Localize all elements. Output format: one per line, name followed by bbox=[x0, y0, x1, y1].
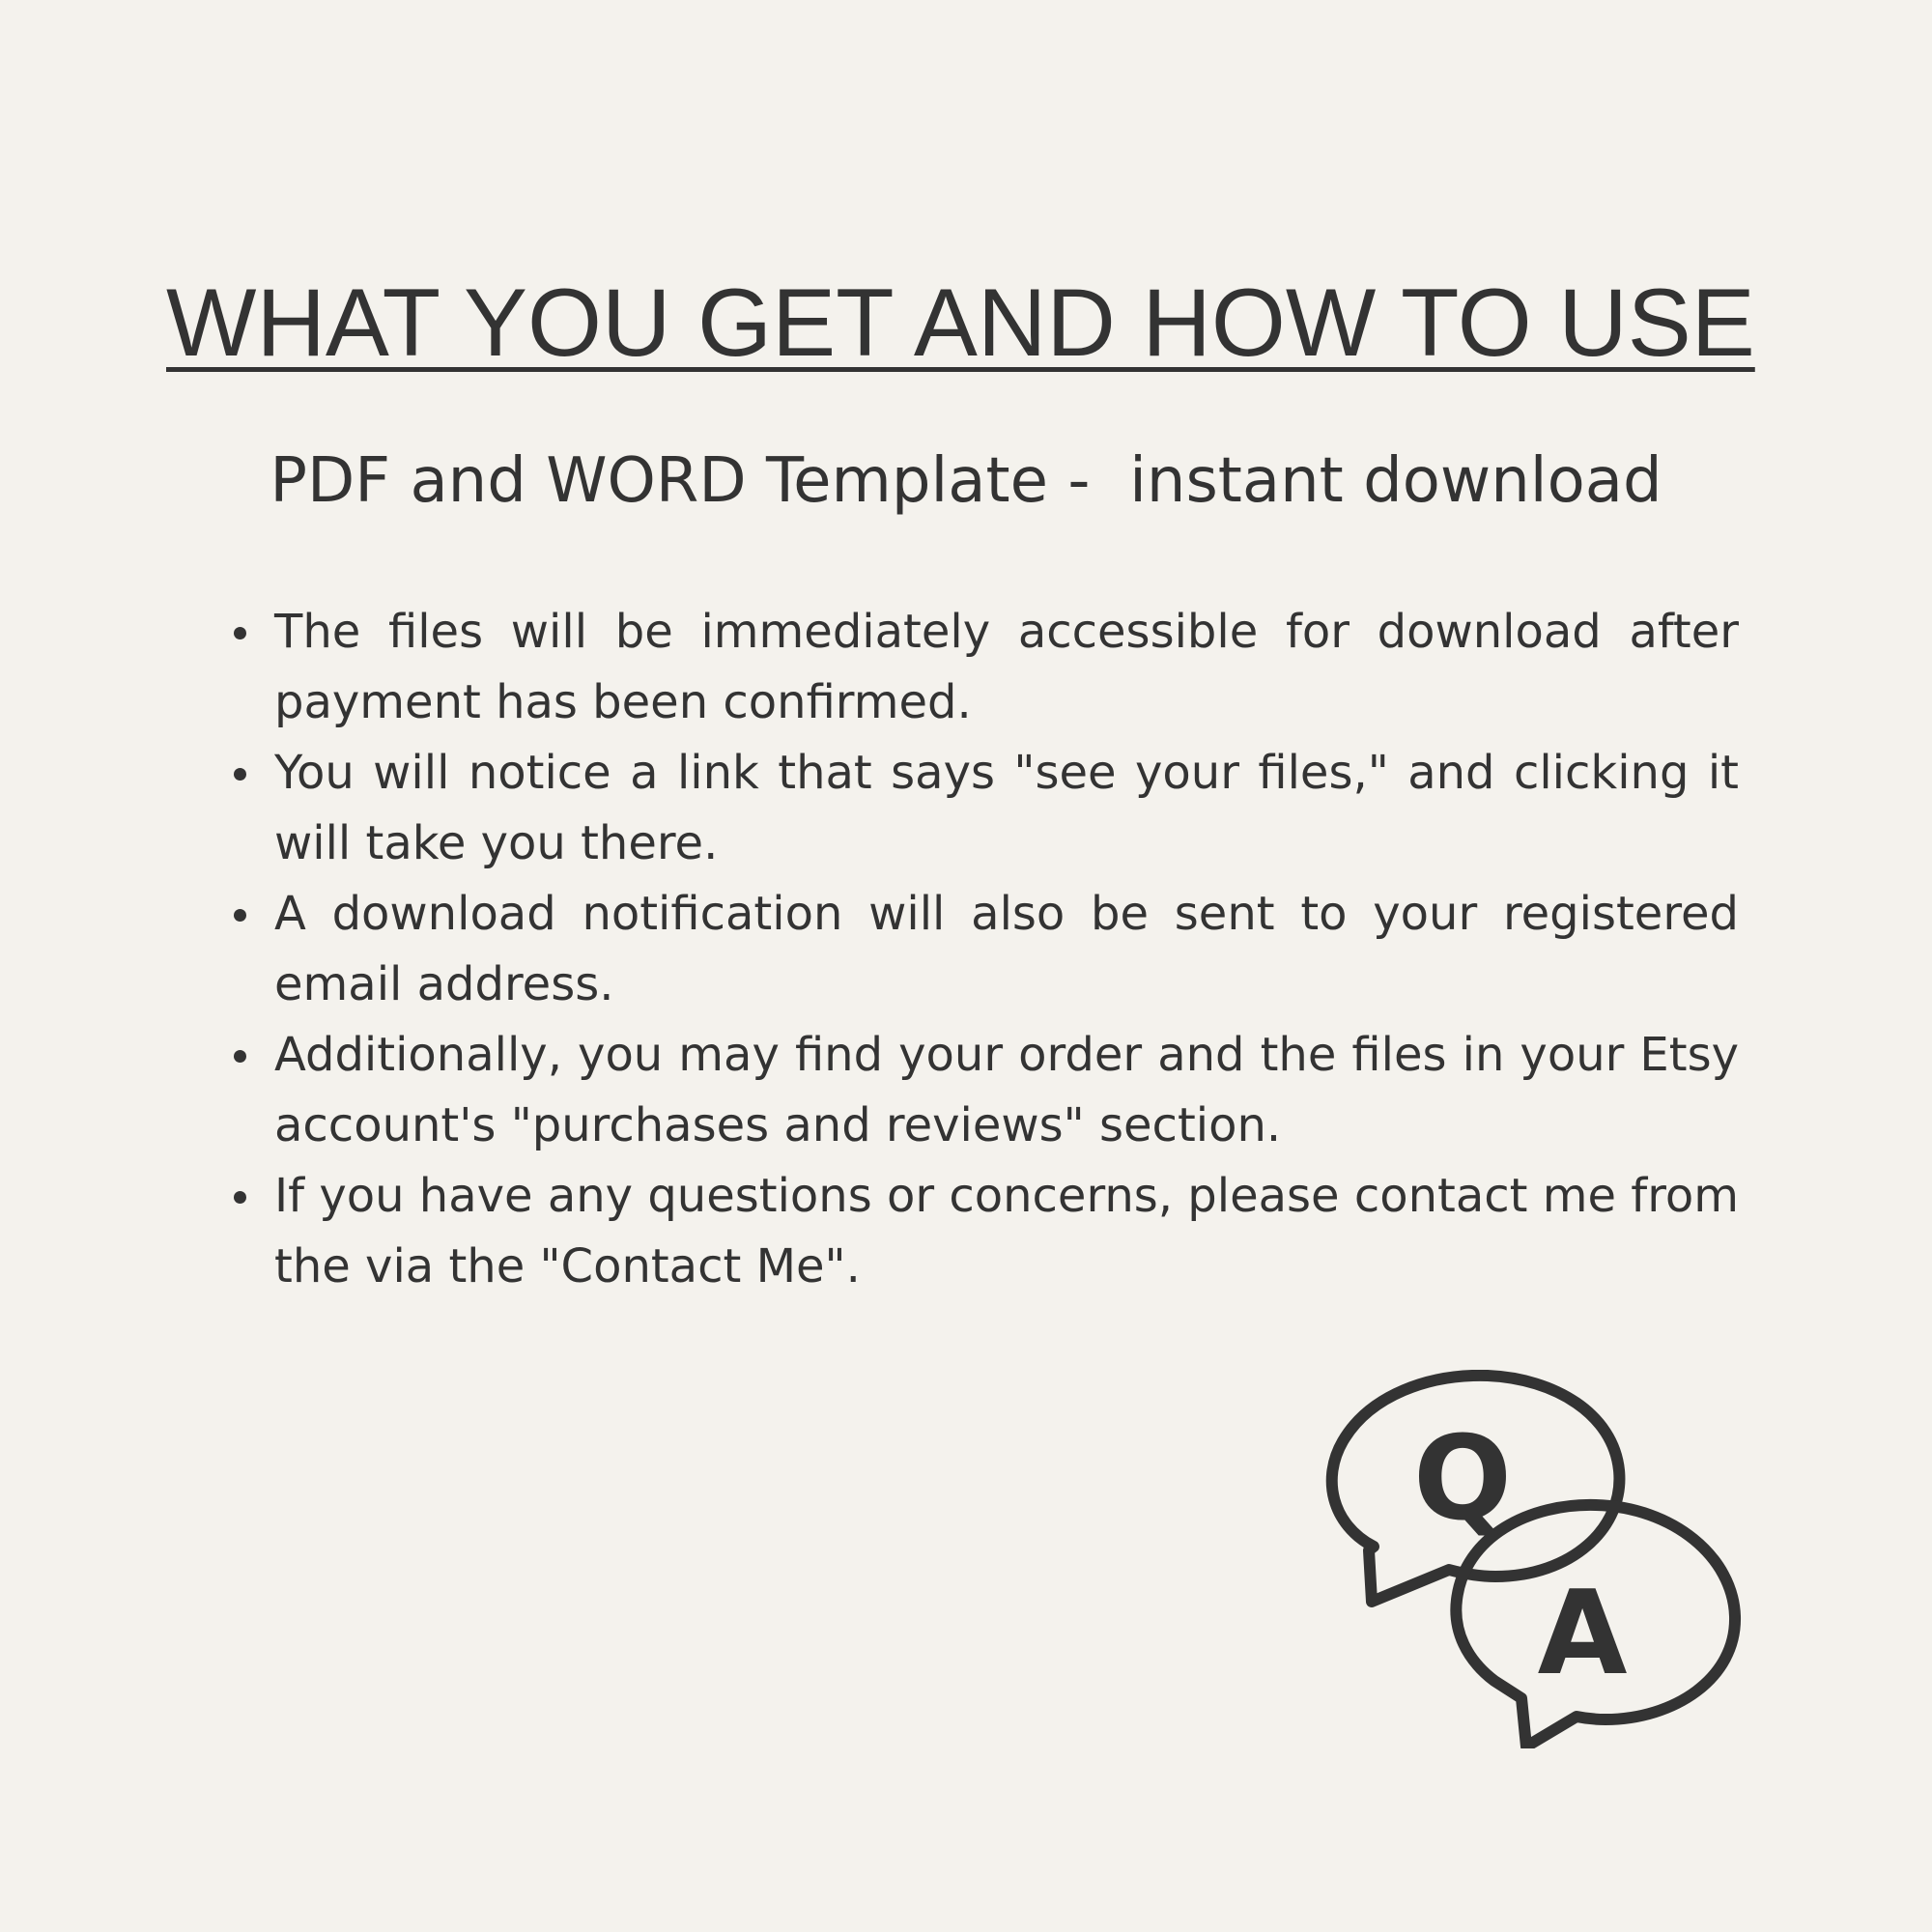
list-item bbox=[228, 597, 1739, 738]
bullet-icon bbox=[234, 909, 246, 922]
list-item bbox=[228, 1020, 1739, 1161]
list-item bbox=[228, 1161, 1739, 1302]
list-item-text: Additionally, you may find your order and the files in your Etsy account's "purchases and reviews" section. bbox=[274, 1028, 1739, 1152]
bullet-icon bbox=[234, 627, 246, 639]
page-subtitle bbox=[0, 445, 1932, 517]
list-item bbox=[228, 879, 1739, 1020]
bullet-icon bbox=[234, 1050, 246, 1063]
bullet-icon bbox=[234, 1191, 246, 1204]
answer-letter: A bbox=[1537, 1567, 1628, 1701]
page-title: WHAT YOU GET AND HOW TO USE bbox=[166, 269, 1755, 376]
instructions-list bbox=[228, 597, 1739, 1302]
question-letter: Q bbox=[1412, 1412, 1513, 1547]
bullet-icon bbox=[234, 768, 246, 781]
list-item-text: A download notification will also be sent to your registered email address. bbox=[274, 887, 1739, 1011]
list-item-text: The files will be immediately accessible for download after payment has been confirmed. bbox=[274, 605, 1739, 729]
qa-chat-bubbles-icon bbox=[1323, 1370, 1744, 1748]
list-item bbox=[228, 738, 1739, 879]
subtitle-text: PDF and WORD Template - instant download bbox=[270, 445, 1662, 517]
list-item-text: If you have any questions or concerns, please contact me from the via the "Contact Me". bbox=[274, 1169, 1739, 1293]
list-item-text: You will notice a link that says "see your files," and clicking it will take you there. bbox=[274, 746, 1739, 870]
